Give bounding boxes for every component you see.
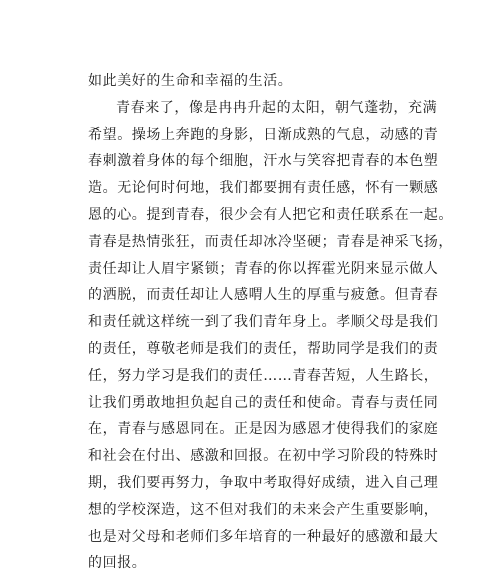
paragraph-first-line: 青春来了，像是冉冉升起的太阳，朝气蓬勃，充满 <box>116 99 438 116</box>
text-line: 在，青春与感恩同在。正是因为感恩才使得我们的家庭 <box>88 421 439 438</box>
text-line: 和责任就这样统一到了我们青年身上。孝顺父母是我们 <box>88 314 439 331</box>
text-line: 和社会在付出、感激和回报。在初中学习阶段的特殊时 <box>88 448 439 465</box>
text-line: 青春是热情张狂，而责任却冰冷坚硬；青春是神采飞扬， <box>88 233 453 250</box>
text-line: 希望。操场上奔跑的身影，日渐成熟的气息，动感的青 <box>88 126 439 143</box>
text-line: 期，我们要再努力，争取中考取得好成绩，进入自己理 <box>88 474 439 491</box>
text-line: 造。无论何时何地，我们都要拥有责任感，怀有一颗感 <box>88 180 439 197</box>
text-line: 责任却让人眉宇紧锁；青春的你以挥霍光阴来显示做人 <box>88 260 439 277</box>
text-line: 的洒脱，而责任却让人感喟人生的厚重与疲惫。但青春 <box>88 287 439 304</box>
text-line: 也是对父母和老师们多年培育的一种最好的感激和最大 <box>88 528 439 545</box>
text-line: 的回报。 <box>88 555 147 572</box>
body-text <box>88 68 453 577</box>
text-line: 想的学校深造，这不但对我们的未来会产生重要影响， <box>88 501 439 518</box>
text-line: 春刺激着身体的每个细胞，汗水与笑容把青春的本色塑 <box>88 153 439 170</box>
text-line: 让我们勇敢地担负起自己的责任和使命。青春与责任同 <box>88 394 439 411</box>
text-line: 如此美好的生命和幸福的生活。 <box>88 73 293 89</box>
text-line: 的责任，尊敬老师是我们的责任，帮助同学是我们的责 <box>88 340 439 357</box>
text-line: 恩的心。提到青春，很少会有人把它和责任联系在一起。 <box>88 206 453 223</box>
text-line: 任，努力学习是我们的责任……青春苦短，人生路长， <box>88 367 439 384</box>
